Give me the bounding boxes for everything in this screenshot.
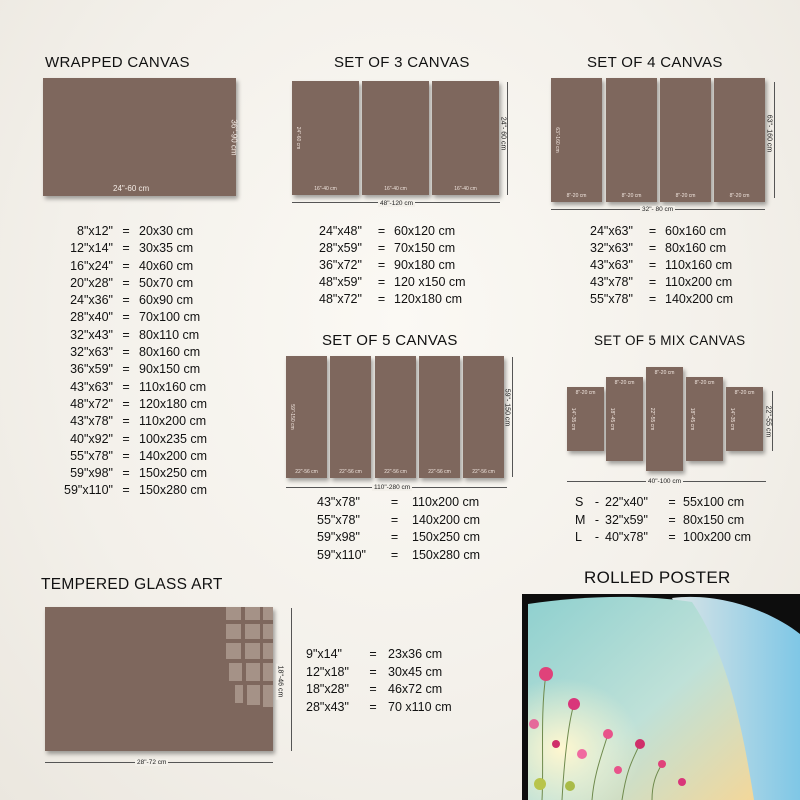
- panel-width-label: 16"-40 cm: [314, 186, 337, 192]
- size-cm: 80x160 cm: [665, 241, 727, 255]
- size-inch: 36"x59": [70, 362, 113, 377]
- canvas-panel: [292, 81, 359, 195]
- panel-width-label: 8"-20 cm: [566, 193, 587, 199]
- size-eq: =: [122, 224, 130, 238]
- wrapped-width-label: 24"-60 cm: [113, 184, 150, 193]
- size-eq: =: [369, 664, 377, 679]
- canvas-panel: [686, 377, 723, 461]
- size-eq: =: [122, 275, 130, 290]
- size-size: L: [575, 530, 582, 544]
- size-row: [55, 396, 249, 413]
- size-inch: 20"x28": [70, 275, 113, 290]
- size-inch: 9"x14": [306, 647, 342, 661]
- size-eq: =: [648, 258, 657, 272]
- size-inch: 43"x78": [590, 275, 633, 289]
- set5-title: SET OF 5 CANVAS: [322, 332, 458, 349]
- size-cm: 55x100 cm: [683, 495, 745, 509]
- panel-height-label: 18"-45 cm: [609, 407, 615, 431]
- size-row: [55, 482, 249, 499]
- size-eq: =: [390, 530, 399, 544]
- size-cm: 150x280 cm: [139, 483, 208, 498]
- size-cm: 110x200 cm: [139, 414, 207, 429]
- size-inch: 43"x78": [70, 414, 113, 429]
- size-inch: 24"x48": [319, 224, 362, 238]
- set3-height-label: 24"- 60 cm: [499, 116, 507, 151]
- set4-title: SET OF 4 CANVAS: [587, 54, 723, 71]
- mix-panel-top-label: 8"-20 cm: [654, 370, 675, 376]
- size-inch: 24"x63": [590, 224, 633, 238]
- size-row: [317, 529, 512, 547]
- size-row: [317, 547, 512, 565]
- poster-illustration: [522, 594, 800, 800]
- size-inch: 32"x59": [605, 512, 648, 527]
- size-eq: =: [377, 258, 386, 272]
- size-cm: 140x200 cm: [139, 448, 208, 463]
- set5mix-height-line: [772, 391, 773, 451]
- size-cm: 120x180 cm: [394, 292, 463, 306]
- set4-height-label: 63"- 160 cm: [765, 114, 773, 153]
- panel-width-label: 8"-20 cm: [675, 193, 696, 199]
- size-eq: =: [122, 448, 130, 463]
- size-inch: 22"x40": [605, 495, 648, 509]
- size-eq: =: [122, 483, 130, 498]
- size-cm: 120 x150 cm: [394, 275, 466, 289]
- panel-width-label: 16"-40 cm: [384, 186, 407, 192]
- glass-width-label: 28"-72 cm: [137, 759, 167, 766]
- set5-size-list: [317, 494, 512, 564]
- size-inch: 16"x24": [70, 258, 113, 273]
- size-cm: 30x35 cm: [139, 241, 194, 256]
- size-row: [319, 274, 504, 291]
- panel-height-label: 24"-60 cm: [295, 126, 301, 150]
- size-row: [306, 646, 488, 664]
- panel-height-label: 14"-35 cm: [570, 407, 576, 431]
- size-eq: =: [122, 258, 130, 273]
- poster-title: ROLLED POSTER: [584, 568, 731, 587]
- panel-width-label: 22"-56 cm: [384, 469, 407, 475]
- wrapped-height-label: 36"-90 cm: [229, 119, 239, 156]
- size-eq: =: [369, 682, 377, 696]
- size-row: [306, 699, 488, 717]
- panel-height-label: 18"-45 cm: [689, 407, 695, 431]
- canvas-panel: [660, 78, 711, 202]
- canvas-panel: [419, 356, 460, 478]
- size-eq: =: [648, 241, 657, 255]
- size-inch: 59"x110": [317, 547, 366, 562]
- size-row: [319, 257, 504, 274]
- size-eq: =: [390, 547, 399, 562]
- mix-panel-top-label: 8"-20 cm: [575, 390, 596, 396]
- set3-width-label: 48"-120 cm: [380, 200, 414, 207]
- set4-size-list: [590, 223, 775, 308]
- size-eq: =: [668, 530, 676, 544]
- size-cm: 120x180 cm: [139, 396, 208, 411]
- size-row: [319, 240, 504, 257]
- canvas-panel: [362, 81, 429, 195]
- size-cm: 70x100 cm: [139, 310, 201, 325]
- size-dash: -: [594, 495, 600, 509]
- size-cm: 46x72 cm: [388, 682, 443, 696]
- size-row: [55, 431, 249, 448]
- size-cm: 90x180 cm: [394, 258, 456, 272]
- size-inch: 59"x98": [317, 530, 360, 544]
- mix-panel-top-label: 8"-20 cm: [614, 380, 635, 386]
- size-eq: =: [648, 292, 657, 306]
- size-inch: 40"x92": [70, 431, 113, 446]
- size-row: [55, 361, 249, 378]
- size-cm: 100x235 cm: [139, 431, 208, 446]
- size-cm: 150x280 cm: [412, 547, 481, 562]
- mix-panel-top-label: 8"-20 cm: [734, 390, 755, 396]
- glass-size-list: [306, 646, 488, 716]
- size-eq: =: [122, 414, 130, 429]
- size-dash: -: [594, 530, 600, 544]
- panel-width-label: 8"-20 cm: [729, 193, 750, 199]
- size-row: [55, 413, 249, 430]
- size-eq: =: [377, 292, 386, 306]
- mix-panel-top-label: 8"-20 cm: [694, 380, 715, 386]
- set3-size-list: [319, 223, 504, 308]
- size-inch: 43"x63": [70, 379, 113, 394]
- size-inch: 55"x78": [590, 292, 633, 306]
- size-inch: 43"x63": [590, 258, 633, 272]
- size-inch: 40"x78": [605, 530, 648, 544]
- size-row: [55, 344, 249, 361]
- set5mix-size-list: [575, 494, 793, 547]
- set4-height-line: [774, 82, 775, 198]
- size-row: [55, 292, 249, 309]
- size-row: [306, 664, 488, 682]
- canvas-panel: [606, 377, 643, 461]
- size-cm: 30x45 cm: [388, 664, 443, 679]
- canvas-panel: [463, 356, 504, 478]
- set3-height-line: [507, 82, 508, 195]
- size-row: [55, 240, 249, 257]
- size-eq: =: [377, 275, 386, 289]
- size-cm: 50x70 cm: [139, 275, 194, 290]
- glass-title: TEMPERED GLASS ART: [41, 576, 223, 593]
- size-cm: 20x30 cm: [139, 224, 194, 238]
- size-eq: =: [390, 512, 399, 527]
- set5mix-height-label: 22"-55 cm: [764, 405, 772, 438]
- rolled-poster-image: [522, 594, 800, 800]
- size-inch: 32"x63": [70, 345, 113, 360]
- size-eq: =: [122, 241, 130, 256]
- size-dash: -: [594, 512, 600, 527]
- size-row: [319, 223, 504, 240]
- size-cm: 80x150 cm: [683, 512, 745, 527]
- wrapped-size-list: [55, 223, 249, 500]
- size-eq: =: [122, 396, 130, 411]
- size-size: M: [575, 512, 586, 527]
- size-inch: 28"x40": [70, 310, 113, 325]
- size-inch: 59"x110": [64, 483, 113, 498]
- size-inch: 32"x63": [590, 241, 633, 255]
- size-cm: 110x200 cm: [665, 275, 733, 289]
- canvas-panel: [606, 78, 657, 202]
- size-row: [319, 291, 504, 308]
- size-eq: =: [122, 293, 130, 308]
- size-eq: =: [122, 327, 130, 342]
- panel-height-label: 63"-160 cm: [554, 127, 560, 153]
- size-cm: 40x60 cm: [139, 258, 194, 273]
- size-eq: =: [122, 466, 130, 481]
- size-inch: 55"x78": [70, 448, 113, 463]
- canvas-panel: [714, 78, 765, 202]
- size-eq: =: [668, 512, 676, 527]
- size-cm: 110x160 cm: [665, 258, 733, 272]
- panel-width-label: 22"-56 cm: [472, 469, 495, 475]
- wrapped-canvas-title: WRAPPED CANVAS: [45, 54, 190, 71]
- size-cm: 60x160 cm: [665, 224, 727, 238]
- size-inch: 8"x12": [77, 224, 113, 238]
- size-inch: 12"x14": [70, 241, 113, 256]
- canvas-panel: [330, 356, 371, 478]
- size-eq: =: [369, 647, 377, 661]
- size-row: [575, 512, 793, 530]
- set5mix-title: SET OF 5 MIX CANVAS: [594, 333, 746, 348]
- set5-height-label: 59"- 150 cm: [503, 388, 511, 427]
- glass-height-label: 18"-46 cm: [276, 665, 284, 698]
- size-row: [55, 309, 249, 326]
- size-row: [590, 223, 775, 240]
- size-cm: 140x200 cm: [412, 512, 481, 527]
- set5-height-line: [512, 357, 513, 477]
- size-eq: =: [377, 241, 386, 255]
- size-row: [590, 291, 775, 308]
- wrapped-canvas-panel: [43, 78, 239, 196]
- size-row: [55, 327, 249, 344]
- canvas-panel: [286, 356, 327, 478]
- size-row: [590, 240, 775, 257]
- size-row: [575, 494, 793, 512]
- size-cm: 60x120 cm: [394, 224, 456, 238]
- size-row: [590, 257, 775, 274]
- size-eq: =: [648, 224, 657, 238]
- size-inch: 28"x59": [319, 241, 362, 255]
- size-eq: =: [369, 699, 377, 714]
- size-eq: =: [122, 345, 130, 360]
- size-inch: 43"x78": [317, 495, 360, 509]
- panel-width-label: 8"-20 cm: [621, 193, 642, 199]
- size-inch: 36"x72": [319, 258, 362, 272]
- size-cm: 140x200 cm: [665, 292, 734, 306]
- size-eq: =: [122, 310, 130, 325]
- size-eq: =: [122, 431, 130, 446]
- size-row: [575, 529, 793, 547]
- size-cm: 150x250 cm: [139, 466, 208, 481]
- size-cm: 100x200 cm: [683, 530, 752, 544]
- canvas-panel: [567, 387, 604, 451]
- size-cm: 110x160 cm: [139, 379, 207, 394]
- panel-height-label: 14"-35 cm: [729, 407, 735, 431]
- canvas-panel: [375, 356, 416, 478]
- panel-height-label: 59"-150 cm: [289, 404, 295, 430]
- panel-height-label: 22"-55 cm: [649, 407, 655, 431]
- size-inch: 18"x28": [306, 682, 349, 696]
- size-inch: 48"x72": [319, 292, 362, 306]
- size-row: [55, 448, 249, 465]
- size-eq: =: [377, 224, 386, 238]
- panel-width-label: 22"-56 cm: [339, 469, 362, 475]
- size-eq: =: [668, 495, 676, 509]
- size-inch: 55"x78": [317, 512, 360, 527]
- size-inch: 59"x98": [70, 466, 113, 481]
- size-inch: 12"x18": [306, 664, 349, 679]
- size-row: [590, 274, 775, 291]
- size-cm: 80x110 cm: [139, 327, 200, 342]
- size-row: [55, 379, 249, 396]
- size-cm: 23x36 cm: [388, 647, 443, 661]
- size-eq: =: [648, 275, 657, 289]
- canvas-panel: [646, 367, 683, 471]
- size-cm: 150x250 cm: [412, 530, 481, 544]
- size-inch: 28"x43": [306, 699, 349, 714]
- size-row: [55, 258, 249, 275]
- size-inch: 32"x43": [70, 327, 113, 342]
- size-eq: =: [390, 495, 399, 509]
- size-size: S: [575, 495, 584, 509]
- size-inch: 48"x72": [70, 396, 113, 411]
- size-eq: =: [122, 362, 130, 377]
- size-inch: 24"x36": [70, 293, 113, 308]
- canvas-panel: [432, 81, 499, 195]
- canvas-panel: [551, 78, 602, 202]
- set5-width-label: 110"-280 cm: [374, 484, 411, 491]
- size-cm: 80x160 cm: [139, 345, 201, 360]
- size-inch: 48"x59": [319, 275, 362, 289]
- size-cm: 90x150 cm: [139, 362, 201, 377]
- canvas-panel: [726, 387, 763, 451]
- size-row: [55, 275, 249, 292]
- panel-width-label: 16"-40 cm: [454, 186, 477, 192]
- size-row: [55, 465, 249, 482]
- size-row: [55, 223, 249, 240]
- panel-width-label: 22"-56 cm: [428, 469, 451, 475]
- size-cm: 110x200 cm: [412, 495, 480, 509]
- size-cm: 70x150 cm: [394, 241, 456, 255]
- glass-panel: [45, 607, 273, 751]
- panel-width-label: 22"-56 cm: [295, 469, 318, 475]
- set4-width-label: 32"- 80 cm: [642, 206, 674, 213]
- glass-height-line: [291, 608, 292, 751]
- size-row: [306, 681, 488, 699]
- size-row: [317, 512, 512, 530]
- size-row: [317, 494, 512, 512]
- glass-reflection: [221, 607, 273, 711]
- set3-title: SET OF 3 CANVAS: [334, 54, 470, 71]
- set5mix-width-label: 40"-100 cm: [648, 478, 682, 485]
- size-eq: =: [122, 379, 130, 394]
- size-cm: 70 x110 cm: [388, 699, 452, 714]
- reflection-grid: [226, 607, 273, 707]
- size-cm: 60x90 cm: [139, 293, 194, 308]
